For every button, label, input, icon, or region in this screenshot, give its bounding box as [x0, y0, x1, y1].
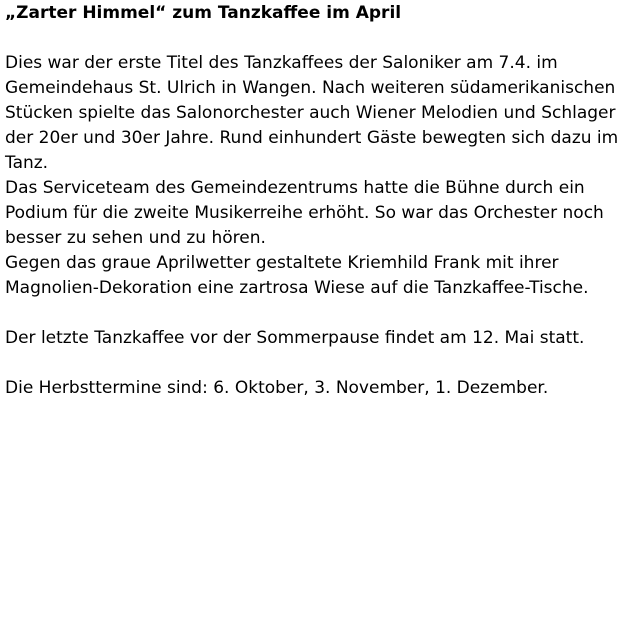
paragraph-decoration: Gegen das graue Aprilwetter gestaltete Kriemhild Frank mit ihrer Magnolien-Dekoration eine zartrosa Wiese auf die Tanzkaffee-Tische.	[5, 253, 589, 298]
paragraph-concert: Dies war der erste Titel des Tanzkaffees der Saloniker am 7.4. im Gemeindehaus St. Ulrich in Wangen. Nach weiteren südamerikanischen Stücken spielte das Salonorchester auch Wiener Melodien und Schlager der 20er und 30er Jahre. Rund einhundert Gäste bewegten sich dazu im Tanz.	[5, 53, 619, 173]
spacer	[5, 351, 637, 376]
document-body	[5, 0, 637, 401]
paragraph-stage: Das Serviceteam des Gemeindezentrums hatte die Bühne durch ein Podium für die zweite Musikerreihe erhöht. So war das Orchester noch besser zu sehen und zu hören.	[5, 178, 604, 248]
document-title: „Zarter Himmel“ zum Tanzkaffee im April	[5, 3, 402, 23]
spacer	[5, 301, 637, 326]
paragraph-next-date: Der letzte Tanzkaffee vor der Sommerpause findet am 12. Mai statt.	[5, 328, 585, 348]
paragraph-autumn-dates: Die Herbsttermine sind: 6. Oktober, 3. November, 1. Dezember.	[5, 378, 549, 398]
spacer	[5, 26, 637, 51]
